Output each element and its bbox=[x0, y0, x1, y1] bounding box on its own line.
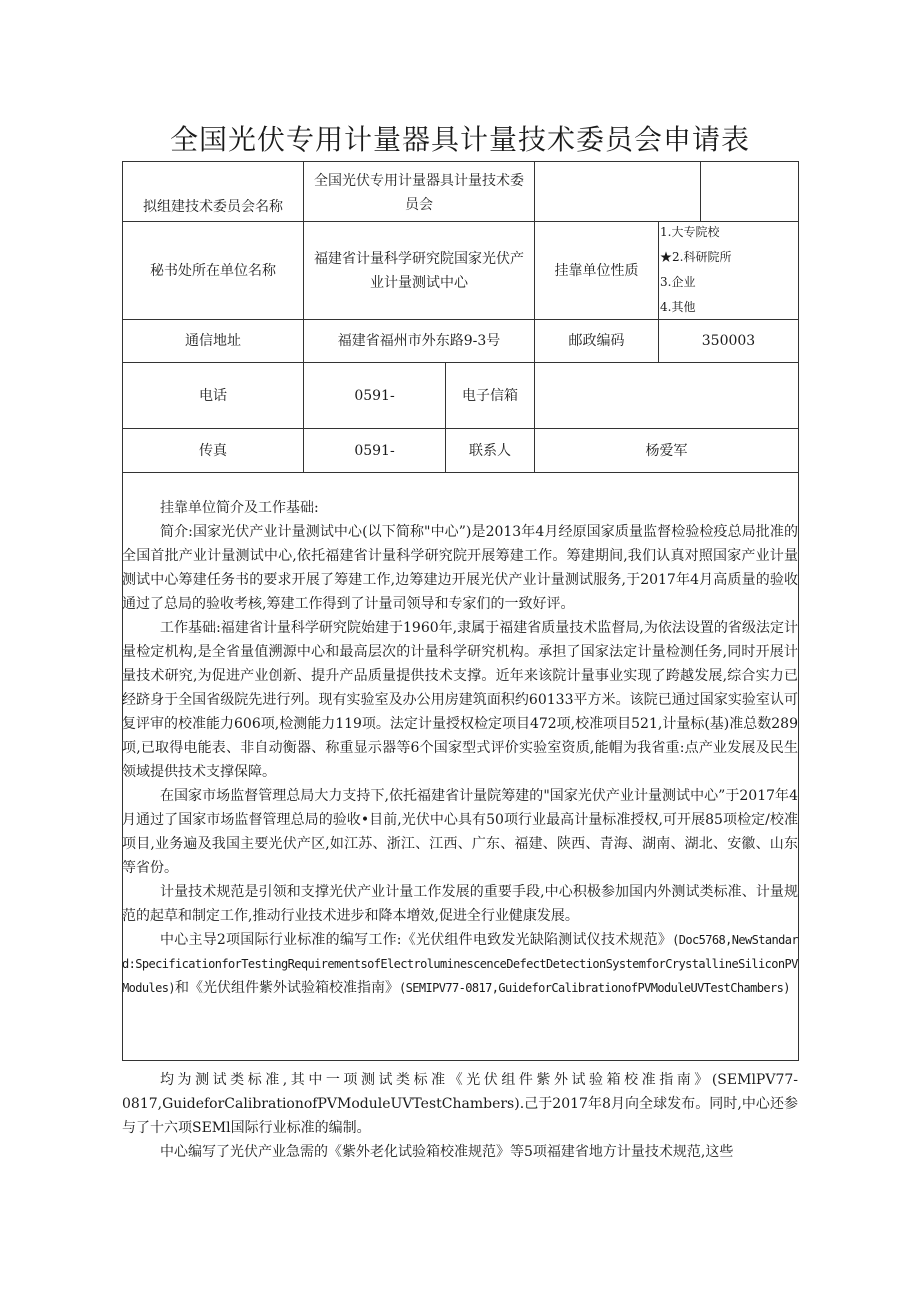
committee-name-value: 全国光伏专用计量器具计量技术委员会 bbox=[314, 173, 524, 213]
unit-type-option: 1.大专院校 bbox=[660, 225, 720, 239]
secretariat-value: 福建省计量科学研究院国家光伏产业计量测试中心 bbox=[314, 250, 524, 291]
standards-code: (SEMIPV77-0817,GuideforCalibrationofPVModuleUVTestChambers) bbox=[399, 981, 790, 995]
continued-paragraph: 中心编写了光伏产业急需的《紫外老化试验箱校准规范》等5项福建省地方计量技术规范,这些 bbox=[160, 1144, 734, 1160]
email-value bbox=[535, 363, 798, 428]
standards-code: (Doc5768,NewStandard:SpecificationforTestingRequirementsofElectroluminescenceDefectDetectionSystemforCrystallineSiliconPVModules) bbox=[122, 933, 798, 995]
committee-extra-cell bbox=[535, 162, 700, 221]
postcode-value: 350003 bbox=[701, 333, 756, 349]
unit-type-option: 3.企业 bbox=[660, 275, 696, 289]
unit-type-option: 4.其他 bbox=[660, 300, 696, 314]
standards-text: 中心主导2项国际行业标准的编写工作:《光伏组件电致发光缺陷测试仪技术规范》 bbox=[160, 932, 673, 948]
table-border-right bbox=[798, 161, 799, 1061]
phone-value: 0591- bbox=[354, 387, 395, 404]
intro-section bbox=[122, 496, 798, 1000]
continued-paragraph: 均为测试类标准,其中一项测试类标准《光伏组件紫外试验箱校准指南》(SEMlPV77-0817,GuideforCalibrationofPVModuleUVTestChambers).己于2017年8月向全球发布。同时,中心还参与了十六项SEMl国际行业标准的编制。 bbox=[122, 1072, 798, 1136]
intro-paragraph: 计量技术规范是引领和支撑光伏产业计量工作发展的重要手段,中心积极参加国内外测试类标准、计量规范的起草和制定工作,推动行业技术进步和降本增效,促进全行业健康发展。 bbox=[122, 884, 798, 924]
page-title: 全国光伏专用计量器具计量技术委员会申请表 bbox=[169, 123, 750, 156]
contact-label: 联系人 bbox=[469, 442, 511, 459]
secretariat-label: 秘书处所在单位名称 bbox=[150, 262, 276, 279]
unit-type-options bbox=[660, 220, 731, 320]
fax-label: 传真 bbox=[199, 442, 227, 459]
intro-paragraph: 工作基础:福建省计量科学研究院始建于1960年,隶属于福建省质量技术监督局,为依法设置的省级法定计量检定机构,是全省量值溯源中心和最高层次的计量科学研究机构。承担了国家法定计量检测任务,同时开展计量技术研究,为促进产业创新、提升产品质量提供技术支撑。近年来该院计量事业实现了跨越发展,综合实力已经跻身于全国省级院先进行列。现有实验室及办公用房建筑面积约60133平方米。该院已通过国家实验室认可复评审的校准能力606项,检测能力119项。法定计量授权检定项目472项,校准项目521,计量标(基)准总数289项,已取得电能表、非自动衡器、称重显示器等6个国家型式评价实验室资质,能帽为我省重:点产业发展及民生领域提供技术支撑保障。 bbox=[122, 620, 798, 780]
committee-name-label: 拟组建技术委员会名称 bbox=[143, 199, 283, 215]
table-line-row6 bbox=[122, 472, 799, 473]
address-label: 通信地址 bbox=[185, 333, 241, 349]
intro-heading: 挂靠单位简介及工作基础: bbox=[160, 500, 319, 516]
address-value: 福建省福州市外东路9-3号 bbox=[337, 333, 501, 349]
fax-value: 0591- bbox=[354, 442, 395, 459]
intro-paragraph: 在国家市场监督管理总局大力支持下,依托福建省计量院筹建的"国家光伏产业计量测试中心”于2017年4月通过了国家市场监督管理总局的验收•目前,光伏中心具有50项行业最高计量标准授权,可开展85项检定/校准项目,业务遍及我国主要光伏产区,如江苏、浙江、江西、广东、福建、陕西、青海、湖南、湖北、安徽、山东等省份。 bbox=[122, 788, 798, 876]
contact-value: 杨爱军 bbox=[645, 442, 688, 459]
email-label: 电子信箱 bbox=[462, 387, 518, 404]
intro-paragraph: 简介:国家光伏产业计量测试中心(以下简称"中心”)是2013年4月经原国家质量监督检验检疫总局批准的全国首批产业计量测试中心,依托福建省计量科学研究院开展筹建工作。筹建期间,我们认真对照国家产业计量测试中心筹建任务书的要求开展了筹建工作,边筹建边开展光伏产业计量测试服务,于2017年4月高质量的验收通过了总局的验收考核,筹建工作得到了计量司领导和专家们的一致好评。 bbox=[122, 524, 798, 612]
postcode-label: 邮政编码 bbox=[568, 333, 625, 349]
standards-and: 和《光伏组件紫外试验箱校准指南》 bbox=[175, 980, 399, 996]
continued-section bbox=[122, 1068, 798, 1164]
unit-type-label: 挂靠单位性质 bbox=[554, 262, 639, 279]
table-col-3-top bbox=[700, 161, 701, 221]
phone-label: 电话 bbox=[199, 387, 227, 404]
table-border-bottom bbox=[122, 1060, 799, 1061]
unit-type-option-selected: ★2.科研院所 bbox=[660, 250, 732, 264]
intro-paragraph-standards bbox=[122, 928, 798, 1000]
